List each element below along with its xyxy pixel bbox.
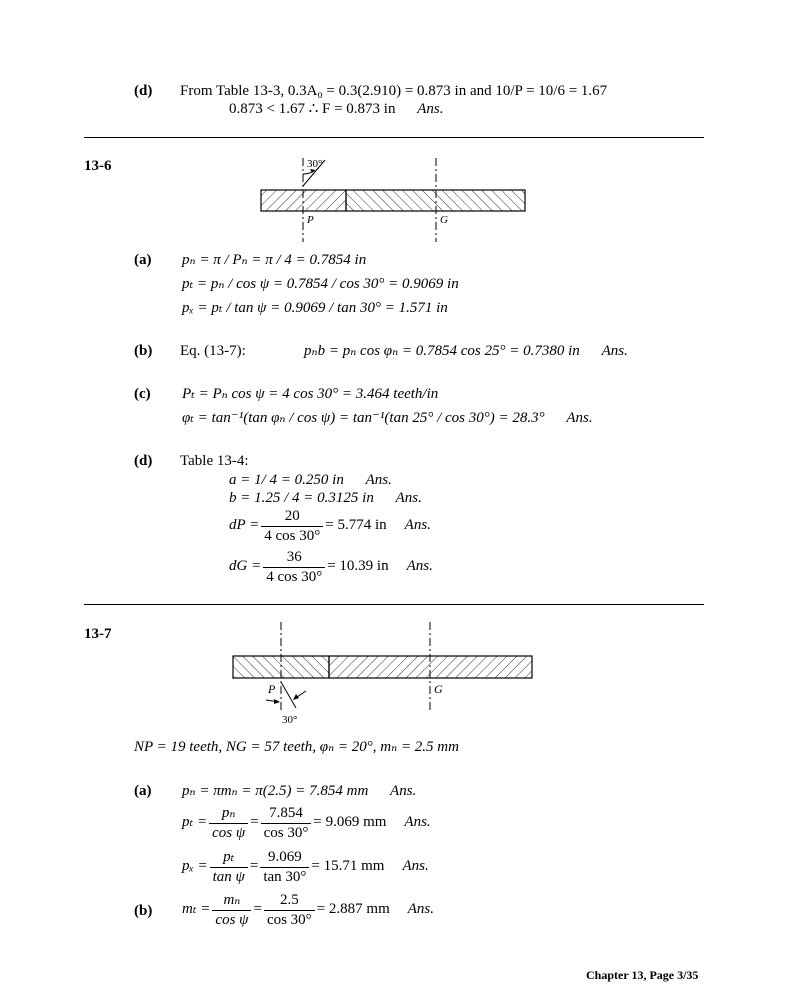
axial-pitch-frac-line bbox=[182, 849, 429, 885]
mt-result: = 2.887 mm bbox=[316, 901, 390, 918]
dp-lhs: dP = bbox=[229, 517, 260, 534]
pt-frac-2: $\frac{7.854}{\cos 30^\circ}$ bbox=[261, 805, 312, 841]
pinion-label: P bbox=[307, 214, 314, 226]
px-lhs: pₓ = bbox=[182, 858, 208, 875]
axial-pitch-line: pₓ = pₜ / tan ψ = 0.9069 / tan 30° = 1.571 in bbox=[182, 300, 448, 316]
transverse-pitch-frac-line bbox=[182, 805, 431, 841]
ans-label: Ans. bbox=[390, 783, 417, 799]
page-footer: Chapter 13, Page 3/35 bbox=[586, 968, 699, 982]
px-result: = 15.71 mm bbox=[311, 858, 385, 875]
base-pitch-line bbox=[304, 343, 628, 360]
part-label-d: (d) bbox=[134, 83, 153, 99]
dedendum-line bbox=[229, 490, 422, 507]
ans-label: Ans. bbox=[407, 901, 434, 918]
pinion-label: P bbox=[268, 682, 276, 696]
face-width-line bbox=[229, 101, 443, 118]
transverse-diametral-pitch-line: Pₜ = Pₙ cos ψ = 4 cos 30° = 3.464 teeth/in bbox=[182, 386, 439, 402]
part-label-c: (c) bbox=[134, 386, 151, 402]
gear-label: G bbox=[440, 214, 448, 226]
ans-label: Ans. bbox=[417, 101, 444, 117]
face-width-result: 0.873 < 1.67 ∴ F = 0.873 in bbox=[229, 101, 396, 117]
given-data-line: NP = 19 teeth, NG = 57 teeth, φₙ = 20°, mₙ = 2.5 mm bbox=[134, 739, 459, 755]
table-13-4-ref: Table 13-4: bbox=[180, 453, 249, 469]
ans-label: Ans. bbox=[601, 343, 628, 359]
part-label-a: (a) bbox=[134, 252, 152, 268]
ans-label: Ans. bbox=[402, 858, 429, 875]
mt-lhs: mₜ = bbox=[182, 901, 211, 918]
part-label-d2: (d) bbox=[134, 453, 153, 469]
section-divider bbox=[84, 604, 704, 605]
part-label-b: (b) bbox=[134, 343, 153, 359]
helical-gear-figure-13-7 bbox=[226, 620, 538, 728]
base-pitch-eq: pₙb = pₙ cos φₙ = 0.7854 cos 25° = 0.7380 in bbox=[304, 343, 580, 359]
ans-label: Ans. bbox=[404, 517, 431, 534]
pt-result: = 9.069 mm bbox=[313, 814, 387, 831]
pt-frac-1: $\frac{\text{pₙ}}{\text{cos ψ}}$ bbox=[209, 805, 248, 841]
part-label-b2: (b) bbox=[134, 903, 153, 919]
addendum-line bbox=[229, 472, 392, 489]
ans-label: Ans. bbox=[406, 558, 433, 575]
px-frac-2: $\frac{9.069}{\tan 30^\circ}$ bbox=[260, 849, 309, 885]
part-label-a2: (a) bbox=[134, 783, 152, 799]
ans-label: Ans. bbox=[404, 814, 431, 831]
normal-circular-pitch-line bbox=[182, 783, 416, 800]
dp-fraction: $\frac{20}{4 \cos 30^\circ}$ bbox=[261, 508, 323, 544]
equals-sign: = bbox=[250, 814, 259, 831]
helical-gear-figure-13-6 bbox=[255, 152, 535, 244]
ans-label: Ans. bbox=[365, 472, 392, 488]
table-13-3-line: From Table 13-3, 0.3A₀ = 0.3(2.910) = 0.873 in and 10/P = 10/6 = 1.67 bbox=[180, 83, 608, 99]
equals-sign: = bbox=[253, 901, 262, 918]
ans-label: Ans. bbox=[566, 410, 593, 426]
equals-sign: = bbox=[249, 858, 259, 875]
dg-lhs: dG = bbox=[229, 558, 262, 575]
mt-frac-2: $\frac{2.5}{\cos 30^\circ}$ bbox=[264, 892, 315, 928]
gear-label: G bbox=[434, 682, 443, 696]
problem-number-13-7: 13-7 bbox=[84, 626, 112, 642]
dg-fraction: $\frac{36}{4 \cos 30^\circ}$ bbox=[263, 549, 325, 585]
pt-lhs: pₜ = bbox=[182, 814, 208, 831]
transverse-pitch-line: pₜ = pₙ / cos ψ = 0.7854 / cos 30° = 0.9069 in bbox=[182, 276, 459, 292]
mt-frac-1: $\frac{\text{mₙ}}{\text{cos ψ}}$ bbox=[212, 892, 251, 928]
transverse-pressure-angle-line bbox=[182, 410, 593, 427]
normal-pitch-line: pₙ = π / Pₙ = π / 4 = 0.7854 in bbox=[182, 252, 367, 268]
transverse-module-frac-line bbox=[182, 892, 434, 928]
pn-eq: pₙ = πmₙ = π(2.5) = 7.854 mm bbox=[182, 783, 369, 799]
gear-diameter-line bbox=[229, 549, 433, 585]
ans-label: Ans. bbox=[395, 490, 422, 506]
angle-label: 30° bbox=[282, 714, 298, 726]
dg-result: = 10.39 in bbox=[327, 558, 389, 575]
pinion-diameter-line bbox=[229, 508, 431, 544]
addendum-eq: a = 1/ 4 = 0.250 in bbox=[229, 472, 344, 488]
helix-angle-line bbox=[281, 682, 296, 708]
dedendum-eq: b = 1.25 / 4 = 0.3125 in bbox=[229, 490, 374, 506]
dp-result: = 5.774 in bbox=[325, 517, 387, 534]
angle-label: 30° bbox=[307, 158, 323, 170]
eq-reference: Eq. (13-7): bbox=[180, 343, 246, 359]
pressure-angle-eq: φₜ = tan⁻¹(tan φₙ / cos ψ) = tan⁻¹(tan 25° / cos 30°) = 28.3° bbox=[182, 410, 545, 426]
section-divider bbox=[84, 137, 704, 138]
px-frac-1: $\frac{\text{pₜ}}{\text{tan ψ}}$ bbox=[210, 849, 248, 885]
problem-number-13-6: 13-6 bbox=[84, 158, 112, 174]
